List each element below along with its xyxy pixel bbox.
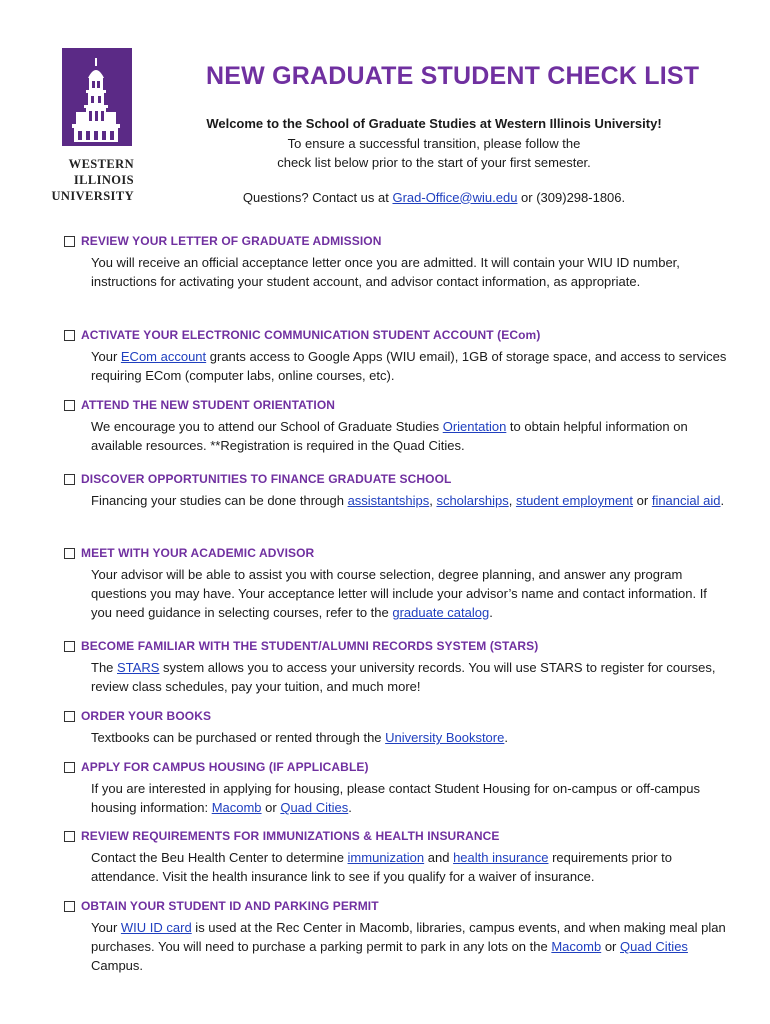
body-link[interactable]: scholarships: [436, 493, 509, 508]
contact-suffix: or (309)298-1806.: [517, 189, 626, 205]
body-text: .: [489, 605, 493, 620]
body-link[interactable]: Quad Cities: [280, 800, 349, 815]
checklist-item: [64, 397, 734, 455]
checklist-item-body: [91, 848, 727, 886]
body-text: Financing your studies can be done through: [91, 493, 348, 508]
body-text: Your: [91, 920, 121, 935]
checklist-item-header: [64, 828, 734, 844]
checklist-item-title: ORDER YOUR BOOKS: [81, 709, 212, 723]
checklist-item: [64, 708, 734, 747]
checklist-item-body: [91, 491, 727, 510]
body-text: requirements prior to attendance. Visit the health insurance link to see if you qualify for a waiver of insurance.: [91, 850, 673, 884]
body-link[interactable]: WIU ID card: [120, 920, 192, 935]
checklist-item-header: [64, 638, 734, 654]
body-link[interactable]: immunization: [347, 850, 425, 865]
checklist-item-header: [64, 708, 734, 724]
checklist-item-title: REVIEW REQUIREMENTS FOR IMMUNIZATIONS & HEALTH INSURANCE: [81, 829, 500, 843]
body-link[interactable]: financial aid: [651, 493, 721, 508]
body-text: ,: [508, 493, 516, 508]
checklist-item-header: [64, 327, 734, 343]
checklist-item-header: [64, 233, 734, 249]
page-title: NEW GRADUATE STUDENT CHECK LIST: [206, 62, 700, 90]
intro-line3: check list below prior to the start of your first semester.: [277, 155, 591, 170]
checklist-item-body: [91, 417, 727, 455]
checklist-item-title: DISCOVER OPPORTUNITIES TO FINANCE GRADUATE SCHOOL: [81, 472, 452, 486]
body-link[interactable]: assistantships: [347, 493, 430, 508]
body-text: You will receive an official acceptance letter once you are admitted. It will contain your WIU ID number, instructions for activating your student account, and advisor contact information, as appropriate.: [91, 255, 680, 289]
checkbox-icon[interactable]: [64, 400, 75, 411]
body-link[interactable]: Quad Cities: [620, 939, 688, 954]
checklist-item: [64, 898, 734, 975]
body-text: or: [601, 939, 620, 954]
checklist-item-title: APPLY FOR CAMPUS HOUSING (IF APPLICABLE): [81, 760, 369, 774]
checklist-item-body: [91, 253, 727, 291]
checkbox-icon[interactable]: [64, 711, 75, 722]
intro-block: [180, 114, 688, 207]
checklist-item-body: [91, 565, 727, 622]
body-text: system allows you to access your university records. You will use STARS to register for courses, review class schedules, pay your tuition, and much more!: [91, 660, 716, 694]
checkbox-icon[interactable]: [64, 762, 75, 773]
body-text: .: [720, 493, 725, 508]
checklist-item-body: [91, 728, 727, 747]
body-text: grants access to Google Apps (WIU email), 1GB of storage space, and access to services requiring ECom (computer labs, online courses, etc).: [91, 349, 727, 383]
contact-prefix: Questions? Contact us at: [242, 189, 393, 205]
checklist-item: [64, 828, 734, 886]
body-text: and: [424, 850, 454, 865]
checklist-item-header: [64, 545, 734, 561]
body-text: The: [91, 660, 118, 675]
body-text: Campus.: [91, 958, 144, 973]
logo-line2: ILLINOIS: [73, 173, 134, 187]
checklist-item-body: [91, 347, 727, 385]
leatherneck-tower-icon: [62, 48, 132, 146]
body-text: Textbooks can be purchased or rented through the: [91, 730, 386, 745]
checklist-item-header: [64, 471, 734, 487]
body-text: or: [633, 493, 652, 508]
body-text: Your advisor will be able to assist you with course selection, degree planning, and answer any program questions you may have. Your acceptance letter will include your advisor’s name and contact information. If you need guidance in selecting courses, refer to the: [91, 567, 707, 620]
contact-line: [180, 188, 688, 208]
checklist-item-title: REVIEW YOUR LETTER OF GRADUATE ADMISSION: [81, 234, 382, 248]
checklist-item: [64, 638, 734, 696]
logo-line3: UNIVERSITY: [51, 189, 134, 203]
checklist-item-title: ATTEND THE NEW STUDENT ORIENTATION: [81, 398, 336, 412]
body-link[interactable]: Macomb: [551, 939, 602, 954]
body-link[interactable]: ECom account: [120, 349, 207, 364]
body-link[interactable]: Macomb: [211, 800, 262, 815]
checklist-item: [64, 327, 734, 385]
checklist-item-title: OBTAIN YOUR STUDENT ID AND PARKING PERMIT: [81, 899, 379, 913]
body-text: If you are interested in applying for housing, please contact Student Housing for on-campus or off-campus housing information:: [91, 781, 700, 815]
checkbox-icon[interactable]: [64, 901, 75, 912]
checkbox-icon[interactable]: [64, 236, 75, 247]
email-link[interactable]: Grad-Office@wiu.edu: [392, 189, 518, 205]
checklist-item-header: [64, 759, 734, 775]
body-text: to obtain helpful information on available resources. **Registration is required in the Quad Cities.: [91, 419, 688, 453]
checklist-item-body: [91, 918, 727, 975]
checklist-item-title: MEET WITH YOUR ACADEMIC ADVISOR: [81, 546, 315, 560]
checklist-item: [64, 545, 734, 622]
intro-line2: To ensure a successful transition, please follow the: [287, 135, 581, 151]
body-link[interactable]: University Bookstore: [385, 730, 505, 745]
wiu-logo: [48, 48, 134, 204]
checklist-item: [64, 471, 734, 510]
checklist-item-title: BECOME FAMILIAR WITH THE STUDENT/ALUMNI RECORDS SYSTEM (STARS): [81, 639, 539, 653]
logo-wordmark: [48, 156, 134, 204]
checkbox-icon[interactable]: [64, 641, 75, 652]
checklist-item-body: [91, 658, 727, 696]
body-text: ,: [429, 493, 437, 508]
body-link[interactable]: student employment: [515, 493, 634, 508]
body-text: is used at the Rec Center in Macomb, libraries, campus events, and when making meal plan purchases. You will need to purchase a parking permit to park in any lots on the: [91, 920, 726, 954]
body-link[interactable]: health insurance: [453, 850, 549, 865]
body-text: or: [261, 800, 281, 815]
welcome-text: Welcome to the School of Graduate Studies at Western Illinois University!: [206, 116, 662, 131]
checklist-item-body: [91, 779, 727, 817]
body-text: Your: [91, 349, 121, 364]
checklist-item: [64, 233, 734, 291]
checklist-item-header: [64, 898, 734, 914]
checkbox-icon[interactable]: [64, 330, 75, 341]
checkbox-icon[interactable]: [64, 474, 75, 485]
checklist-item: [64, 759, 734, 817]
checklist-item-title: ACTIVATE YOUR ELECTRONIC COMMUNICATION STUDENT ACCOUNT (ECom): [81, 328, 541, 342]
body-link[interactable]: graduate catalog: [392, 605, 490, 620]
body-text: .: [348, 800, 352, 815]
body-text: We encourage you to attend our School of Graduate Studies: [91, 419, 443, 434]
body-text: .: [504, 730, 508, 745]
checklist-item-header: [64, 397, 734, 413]
body-link[interactable]: STARS: [117, 660, 160, 675]
logo-line1: WESTERN: [68, 157, 134, 171]
checkbox-icon[interactable]: [64, 548, 75, 559]
checkbox-icon[interactable]: [64, 831, 75, 842]
body-link[interactable]: Orientation: [442, 419, 507, 434]
body-text: Contact the Beu Health Center to determine: [91, 850, 348, 865]
